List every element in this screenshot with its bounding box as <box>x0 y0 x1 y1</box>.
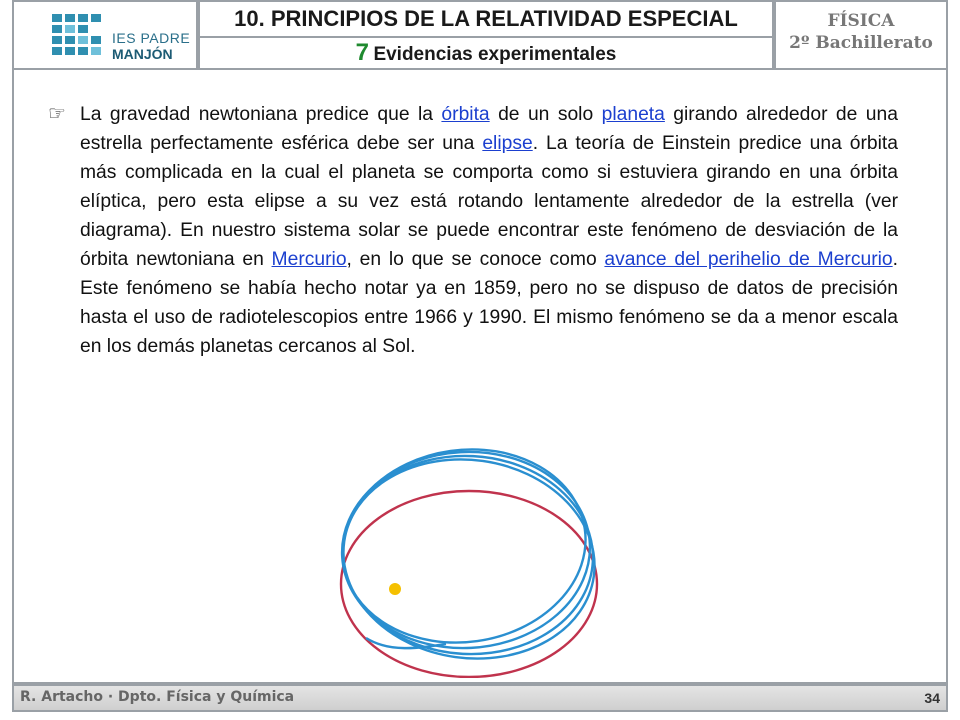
text-segment: . La teoría de Einstein predice una órbita más complicada en la cual el planeta se comporta como si estuviera girando en una órbita elíptica, pero esta elipse a su vez está rotando lentamente alrededor de la estrella (ver diagrama). En nuestro sistema solar se puede encontrar este fenómeno de desviación de la órbita newtoniana en <box>80 133 898 270</box>
precessing-orbit-4 <box>330 443 607 674</box>
footer <box>12 684 948 712</box>
logo-line1: IES PADRE <box>112 30 191 46</box>
section-title-text: Evidencias experimentales <box>373 44 617 65</box>
precession-diagram <box>330 438 620 678</box>
text-segment: , en lo que se conoce como <box>346 249 605 270</box>
footer-author: R. Artacho · Dpto. Física y Química <box>20 689 295 705</box>
text-segment: La gravedad newtoniana predice que la <box>80 104 442 125</box>
school-logo <box>12 0 198 70</box>
logo-grid-icon <box>52 14 108 62</box>
sun-icon <box>389 583 401 595</box>
header <box>12 0 948 72</box>
link-elipse[interactable]: elipse <box>482 133 533 154</box>
section-number: 7 <box>355 39 369 66</box>
text-segment: . Este fenómeno se había hecho notar ya en 1859, pero no se dispuso de datos de precisión hasta el uso de radiotelescopios entre 1966 y 1990. El mismo fenómeno se da a menor escala en los demás planetas cercanos al Sol. <box>80 249 898 357</box>
logo-text <box>112 30 190 62</box>
page-number: 34 <box>924 690 940 706</box>
link-mercurio[interactable]: Mercurio <box>271 249 347 270</box>
link-planeta[interactable]: planeta <box>601 104 665 125</box>
paragraph <box>80 100 898 361</box>
course-label <box>774 0 948 70</box>
section-title <box>198 36 774 70</box>
unit-title: 10. PRINCIPIOS DE LA RELATIVIDAD ESPECIAL <box>198 0 774 38</box>
link-avance-perihelio[interactable]: avance del perihelio de Mercurio <box>604 249 893 270</box>
pointing-hand-icon: ☞ <box>48 103 66 125</box>
text-segment: de un solo <box>489 104 602 125</box>
link-orbita[interactable]: órbita <box>441 104 490 125</box>
logo-line2: MANJÓN <box>112 46 173 62</box>
course-subject: FÍSICA <box>827 11 895 31</box>
text-segment: girando alrededor de una estrella perfectamente esférica debe ser una <box>80 104 898 154</box>
main-content <box>48 100 898 380</box>
course-level: 2º Bachillerato <box>789 33 933 53</box>
